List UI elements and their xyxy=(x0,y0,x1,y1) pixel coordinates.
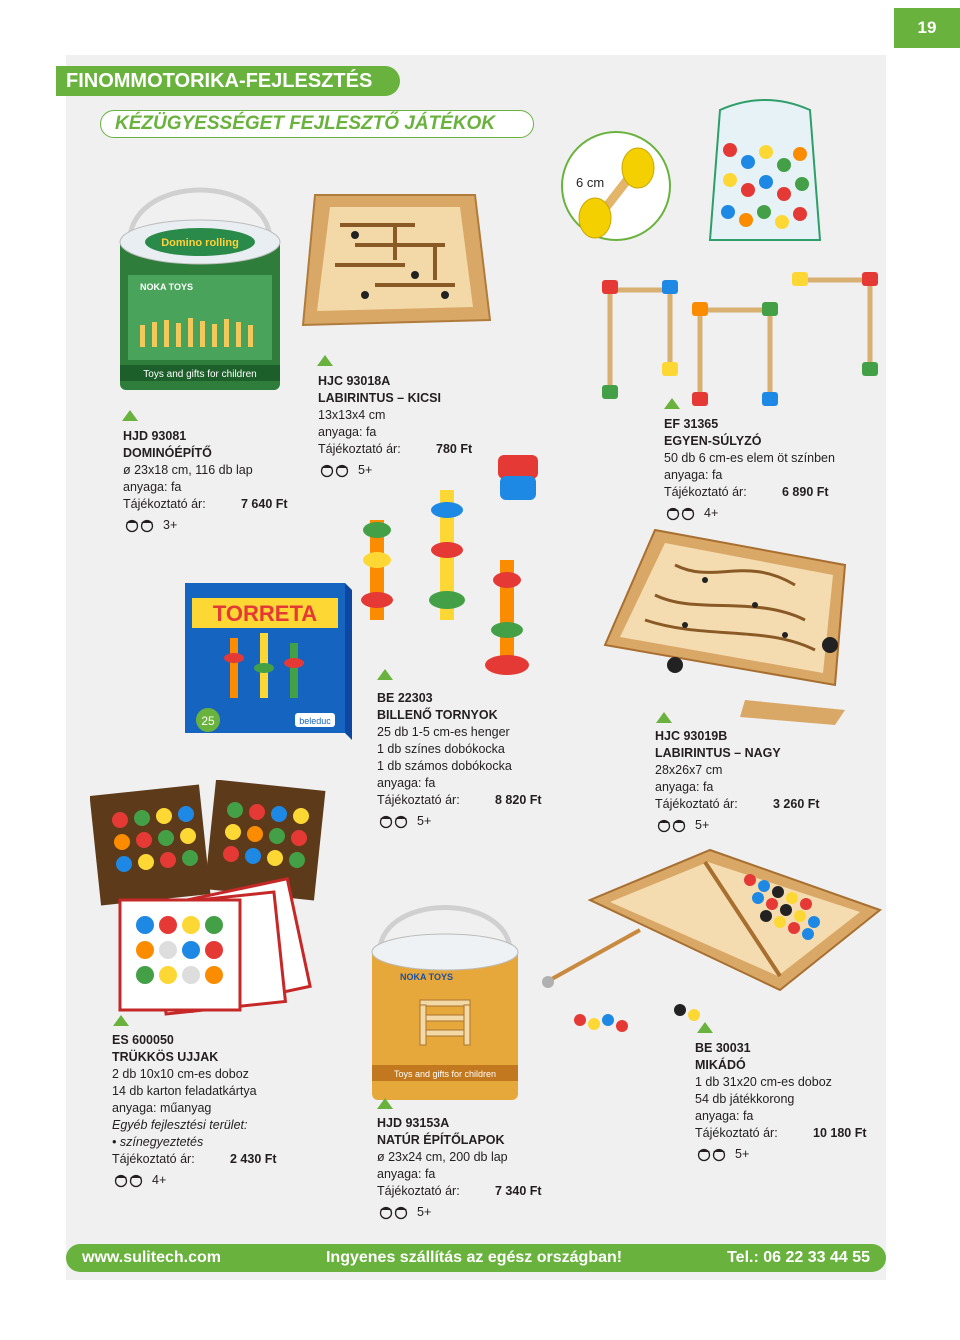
product-name: DOMINÓÉPÍTŐ xyxy=(123,446,212,460)
children-faces-icon xyxy=(377,815,411,829)
age-value: 3+ xyxy=(163,518,178,532)
product-detail: 2 db 10x10 cm-es doboz xyxy=(112,1067,249,1081)
dumbbell-image xyxy=(560,130,680,250)
product-hjc-93019b xyxy=(655,728,820,834)
footer-phone: Tel.: 06 22 33 44 55 xyxy=(727,1249,870,1266)
price-label: Tájékoztató ár: xyxy=(655,797,738,811)
product-name: MIKÁDÓ xyxy=(695,1058,746,1072)
product-be-22303 xyxy=(377,690,542,830)
price-value: 3 260 Ft xyxy=(773,797,820,811)
age-value: 5+ xyxy=(695,818,710,832)
children-faces-icon xyxy=(123,519,157,533)
new-marker-icon xyxy=(113,1015,129,1026)
price-label: Tájékoztató ár: xyxy=(318,442,401,456)
price-label: Tájékoztató ár: xyxy=(664,485,747,499)
development-area-title: Egyéb fejlesztési terület: xyxy=(112,1118,248,1132)
tricky-fingers-image xyxy=(90,780,330,1020)
torreta-box-image xyxy=(180,578,355,743)
product-code: HJC 93018A xyxy=(318,374,391,388)
price-label: Tájékoztató ár: xyxy=(377,793,460,807)
mikado-image xyxy=(530,840,890,1050)
age-row xyxy=(655,817,820,834)
product-detail: 54 db játékkorong xyxy=(695,1092,795,1106)
product-code: BE 30031 xyxy=(695,1041,751,1055)
product-detail: 1 db számos dobókocka xyxy=(377,759,512,773)
product-detail: ø 23x18 cm, 116 db lap xyxy=(123,463,253,477)
price-label: Tájékoztató ár: xyxy=(112,1152,195,1166)
age-row xyxy=(112,1172,277,1189)
age-value: 4+ xyxy=(704,506,719,520)
age-row xyxy=(123,517,288,534)
price-label: Tájékoztató ár: xyxy=(123,497,206,511)
children-faces-icon xyxy=(695,1148,729,1162)
new-marker-icon xyxy=(122,410,138,421)
product-ef-31365 xyxy=(664,416,835,522)
product-es-600050 xyxy=(112,1032,277,1189)
torreta-box-number: 25 xyxy=(201,714,215,728)
torreta-box-brand: beleduc xyxy=(299,716,331,726)
domino-bucket-label: Domino rolling xyxy=(161,237,239,249)
new-marker-icon xyxy=(664,398,680,409)
product-detail: 1 db 31x20 cm-es doboz xyxy=(695,1075,832,1089)
product-code: BE 22303 xyxy=(377,691,433,705)
price-value: 7 640 Ft xyxy=(241,497,288,511)
price-value: 7 340 Ft xyxy=(495,1184,542,1198)
product-material: anyaga: műanyag xyxy=(112,1101,212,1115)
price-row xyxy=(112,1151,277,1168)
product-detail: 50 db 6 cm-es elem öt színben xyxy=(664,451,835,465)
price-value: 2 430 Ft xyxy=(230,1152,277,1166)
children-faces-icon xyxy=(377,1206,411,1220)
new-marker-icon xyxy=(377,669,393,680)
price-row xyxy=(377,1183,542,1200)
age-value: 5+ xyxy=(417,814,432,828)
price-row xyxy=(695,1125,867,1142)
product-code: HJD 93153A xyxy=(377,1116,450,1130)
footer-shipping-text: Ingyenes szállítás az egész országban! xyxy=(325,1249,623,1266)
page-number: 19 xyxy=(894,8,960,48)
product-material: anyaga: fa xyxy=(377,776,436,790)
product-hjc-93018a xyxy=(318,373,472,479)
product-be-30031 xyxy=(695,1040,867,1163)
product-detail: 1 db színes dobókocka xyxy=(377,742,505,756)
price-value: 8 820 Ft xyxy=(495,793,542,807)
price-label: Tájékoztató ár: xyxy=(695,1126,778,1140)
price-row xyxy=(377,792,542,809)
planks-bucket-brand: NOKA TOYS xyxy=(400,972,454,982)
product-material: anyaga: fa xyxy=(655,780,714,794)
domino-bucket-brand: NOKA TOYS xyxy=(140,282,194,292)
product-name: NATÚR ÉPÍTŐLAPOK xyxy=(377,1133,505,1147)
new-marker-icon xyxy=(377,1098,393,1109)
new-marker-icon xyxy=(317,355,333,366)
age-value: 5+ xyxy=(358,463,373,477)
product-detail: 25 db 1-5 cm-es henger xyxy=(377,725,510,739)
price-value: 10 180 Ft xyxy=(813,1126,867,1140)
product-name: EGYEN-SÚLYZÓ xyxy=(664,434,762,448)
footer-bar xyxy=(66,1244,886,1272)
children-faces-icon xyxy=(112,1174,146,1188)
product-detail: 14 db karton feladatkártya xyxy=(112,1084,257,1098)
small-labyrinth-image xyxy=(295,185,495,340)
tilting-towers-pieces-image xyxy=(350,450,570,690)
planks-bucket-band: Toys and gifts for children xyxy=(393,1069,497,1079)
price-row xyxy=(655,796,820,813)
new-marker-icon xyxy=(697,1022,713,1033)
torreta-box-title: TORRETA xyxy=(212,601,318,626)
product-hjd-93153a xyxy=(377,1115,542,1221)
product-name: LABIRINTUS – KICSI xyxy=(318,391,441,405)
price-row xyxy=(318,441,472,458)
age-row xyxy=(664,505,835,522)
product-detail: 13x13x4 cm xyxy=(318,408,386,422)
age-value: 4+ xyxy=(152,1173,167,1187)
price-row xyxy=(664,484,835,501)
natural-planks-bucket-image xyxy=(360,880,530,1110)
product-name: BILLENŐ TORNYOK xyxy=(377,708,498,722)
price-label: Tájékoztató ár: xyxy=(377,1184,460,1198)
product-material: anyaga: fa xyxy=(123,480,182,494)
domino-bucket-image xyxy=(100,150,300,400)
price-row xyxy=(123,496,288,513)
product-material: anyaga: fa xyxy=(377,1167,436,1181)
age-row xyxy=(318,462,472,479)
footer-website-link[interactable]: www.sulitech.com xyxy=(82,1249,221,1266)
product-code: HJD 93081 xyxy=(123,429,187,443)
price-value: 6 890 Ft xyxy=(782,485,829,499)
product-hjd-93081 xyxy=(123,428,288,534)
age-value: 5+ xyxy=(417,1205,432,1219)
new-marker-icon xyxy=(656,712,672,723)
children-faces-icon xyxy=(655,819,689,833)
product-detail: 28x26x7 cm xyxy=(655,763,723,777)
product-material: anyaga: fa xyxy=(664,468,723,482)
section-title: FINOMMOTORIKA-FEJLESZTÉS xyxy=(56,66,400,96)
age-row xyxy=(377,1204,542,1221)
domino-bucket-band: Toys and gifts for children xyxy=(143,369,257,380)
development-area-item: • színegyeztetés xyxy=(112,1135,204,1149)
product-code: EF 31365 xyxy=(664,417,719,431)
product-material: anyaga: fa xyxy=(318,425,377,439)
sub-title: KÉZÜGYESSÉGET FEJLESZTŐ JÁTÉKOK xyxy=(100,110,534,138)
age-value: 5+ xyxy=(735,1147,750,1161)
dimension-label: 6 cm xyxy=(576,175,605,190)
product-material: anyaga: fa xyxy=(695,1109,754,1123)
age-row xyxy=(377,813,542,830)
product-name: LABIRINTUS – NAGY xyxy=(655,746,781,760)
product-name: TRÜKKÖS UJJAK xyxy=(112,1050,219,1064)
dumbbell-construction-image xyxy=(580,250,890,420)
large-labyrinth-image xyxy=(595,525,865,725)
product-code: HJC 93019B xyxy=(655,729,728,743)
dumbbell-bag-image xyxy=(700,90,830,250)
product-code: ES 600050 xyxy=(112,1033,174,1047)
children-faces-icon xyxy=(318,464,352,478)
children-faces-icon xyxy=(664,507,698,521)
age-row xyxy=(695,1146,867,1163)
price-value: 780 Ft xyxy=(436,442,473,456)
product-detail: ø 23x24 cm, 200 db lap xyxy=(377,1150,508,1164)
